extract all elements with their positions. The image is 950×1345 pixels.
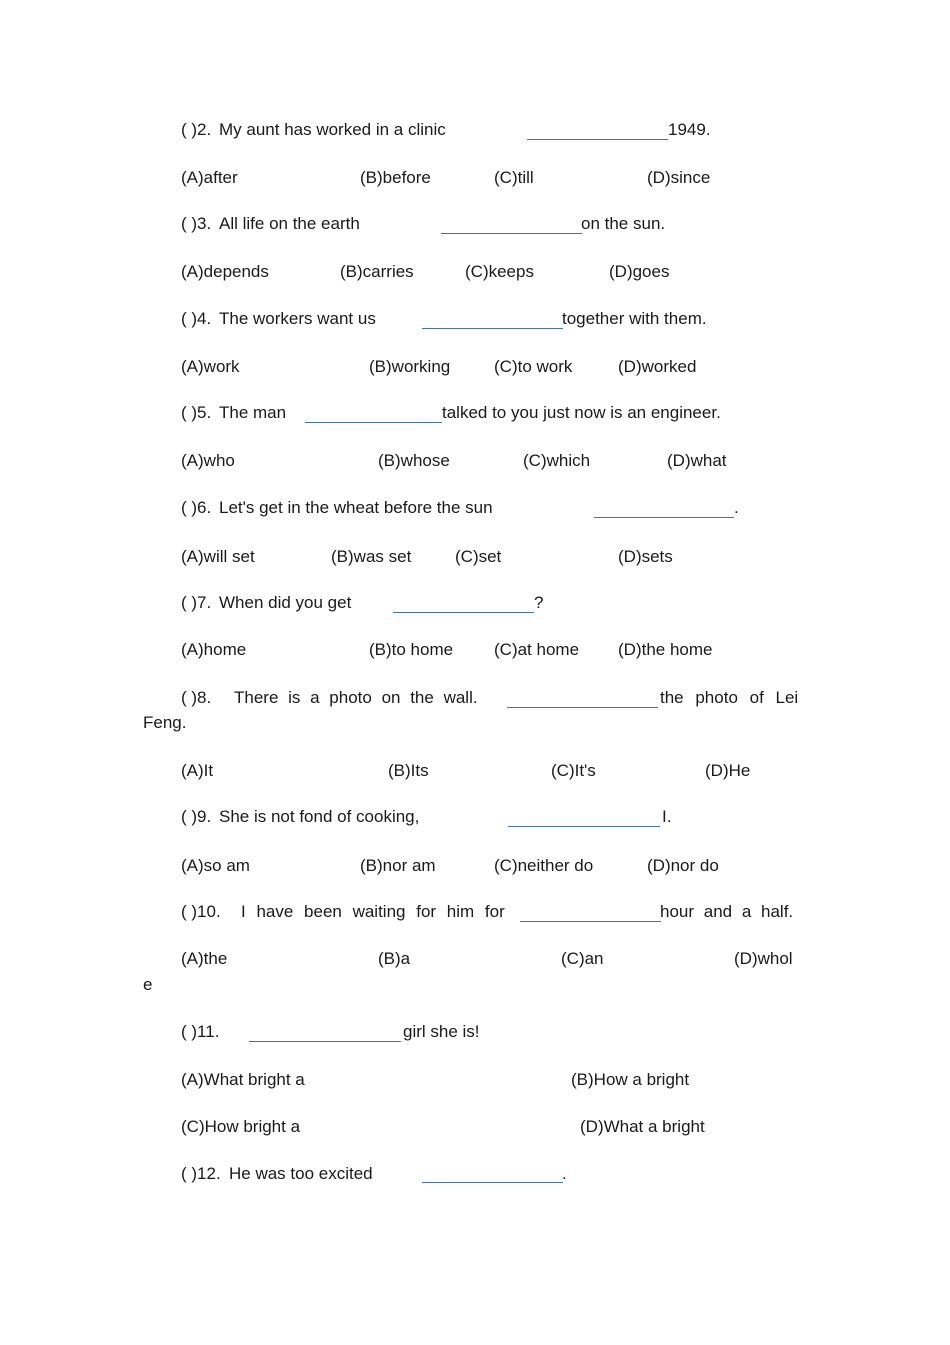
option-3a: (A)depends	[181, 262, 269, 281]
option-4a: (A)work	[181, 357, 240, 376]
option-11d: (D)What a bright	[580, 1117, 705, 1136]
answer-blank-8	[507, 707, 658, 708]
option-7d: (D)the home	[618, 640, 713, 659]
question-3-number: ( )3.	[181, 214, 212, 233]
answer-blank-2	[527, 139, 668, 140]
question-7-stem: When did you get	[219, 593, 352, 612]
option-5c: (C)which	[523, 451, 591, 470]
option-9c: (C)neither do	[494, 856, 594, 875]
question-6-stem-end: .	[734, 498, 739, 517]
question-2-stem-end: 1949.	[668, 120, 711, 139]
option-10b: (B)a	[378, 949, 411, 968]
option-8b: (B)Its	[388, 761, 429, 780]
option-2a: (A)after	[181, 168, 238, 187]
option-10a: (A)the	[181, 949, 228, 968]
question-11-number: ( )11.	[181, 1022, 220, 1041]
question-5-number: ( )5.	[181, 403, 212, 422]
answer-blank-11	[249, 1041, 401, 1042]
option-10c: (C)an	[561, 949, 604, 968]
question-4-stem-end: together with them.	[562, 309, 707, 328]
answer-blank-12	[422, 1182, 563, 1183]
option-7b: (B)to home	[369, 640, 454, 659]
question-12-stem: He was too excited	[229, 1164, 373, 1183]
question-12-number: ( )12.	[181, 1164, 221, 1183]
question-2-stem: My aunt has worked in a clinic	[219, 120, 446, 139]
option-2c: (C)till	[494, 168, 534, 187]
answer-blank-5	[305, 422, 442, 423]
question-6-stem: Let's get in the wheat before the sun	[219, 498, 493, 517]
answer-blank-10	[520, 921, 661, 922]
option-7a: (A)home	[181, 640, 247, 659]
option-5d: (D)what	[667, 451, 727, 470]
option-5b: (B)whose	[378, 451, 450, 470]
option-3d: (D)goes	[609, 262, 670, 281]
option-6a: (A)will set	[181, 547, 255, 566]
option-6c: (C)set	[455, 547, 502, 566]
question-3-stem-end: on the sun.	[581, 214, 666, 233]
option-4d: (D)worked	[618, 357, 697, 376]
question-10-stem: I have been waiting for him for	[241, 902, 505, 921]
answer-blank-3	[441, 233, 582, 234]
question-8-number: ( )8.	[181, 688, 212, 707]
question-7-number: ( )7.	[181, 593, 212, 612]
question-9-stem: She is not fond of cooking,	[219, 807, 420, 826]
option-3b: (B)carries	[340, 262, 414, 281]
option-6d: (D)sets	[618, 547, 673, 566]
option-10d-wrap: e	[143, 975, 153, 994]
option-8a: (A)It	[181, 761, 214, 780]
question-3-stem: All life on the earth	[219, 214, 360, 233]
option-5a: (A)who	[181, 451, 235, 470]
question-9-stem-end: I.	[662, 807, 672, 826]
option-8d: (D)He	[705, 761, 751, 780]
option-3c: (C)keeps	[465, 262, 534, 281]
answer-blank-6	[594, 517, 734, 518]
option-11c: (C)How bright a	[181, 1117, 301, 1136]
option-10d: (D)whol	[734, 949, 793, 968]
option-11a: (A)What bright a	[181, 1070, 305, 1089]
question-8-stem-end: the photo of Lei	[660, 688, 799, 707]
option-2b: (B)before	[360, 168, 431, 187]
answer-blank-4	[422, 328, 563, 329]
option-2d: (D)since	[647, 168, 711, 187]
answer-blank-7	[393, 612, 534, 613]
question-2-number: ( )2.	[181, 120, 212, 139]
option-6b: (B)was set	[331, 547, 412, 566]
question-6-number: ( )6.	[181, 498, 212, 517]
question-9-number: ( )9.	[181, 807, 212, 826]
answer-blank-9	[508, 826, 660, 827]
option-11b: (B)How a bright	[571, 1070, 690, 1089]
question-4-stem: The workers want us	[219, 309, 376, 328]
option-4b: (B)working	[369, 357, 451, 376]
question-10-stem-end: hour and a half.	[660, 902, 794, 921]
option-4c: (C)to work	[494, 357, 573, 376]
question-5-stem-end: talked to you just now is an engineer.	[442, 403, 721, 422]
question-5-stem: The man	[219, 403, 287, 422]
option-7c: (C)at home	[494, 640, 580, 659]
option-9a: (A)so am	[181, 856, 250, 875]
question-12-stem-end: .	[562, 1164, 567, 1183]
question-8-stem-wrap: Feng.	[143, 713, 187, 732]
option-9d: (D)nor do	[647, 856, 719, 875]
question-4-number: ( )4.	[181, 309, 212, 328]
question-8-stem: There is a photo on the wall.	[234, 688, 478, 707]
question-10-number: ( )10.	[181, 902, 221, 921]
question-11-stem-end: girl she is!	[403, 1022, 480, 1041]
question-7-stem-end: ?	[534, 593, 544, 612]
option-9b: (B)nor am	[360, 856, 436, 875]
option-8c: (C)It's	[551, 761, 596, 780]
